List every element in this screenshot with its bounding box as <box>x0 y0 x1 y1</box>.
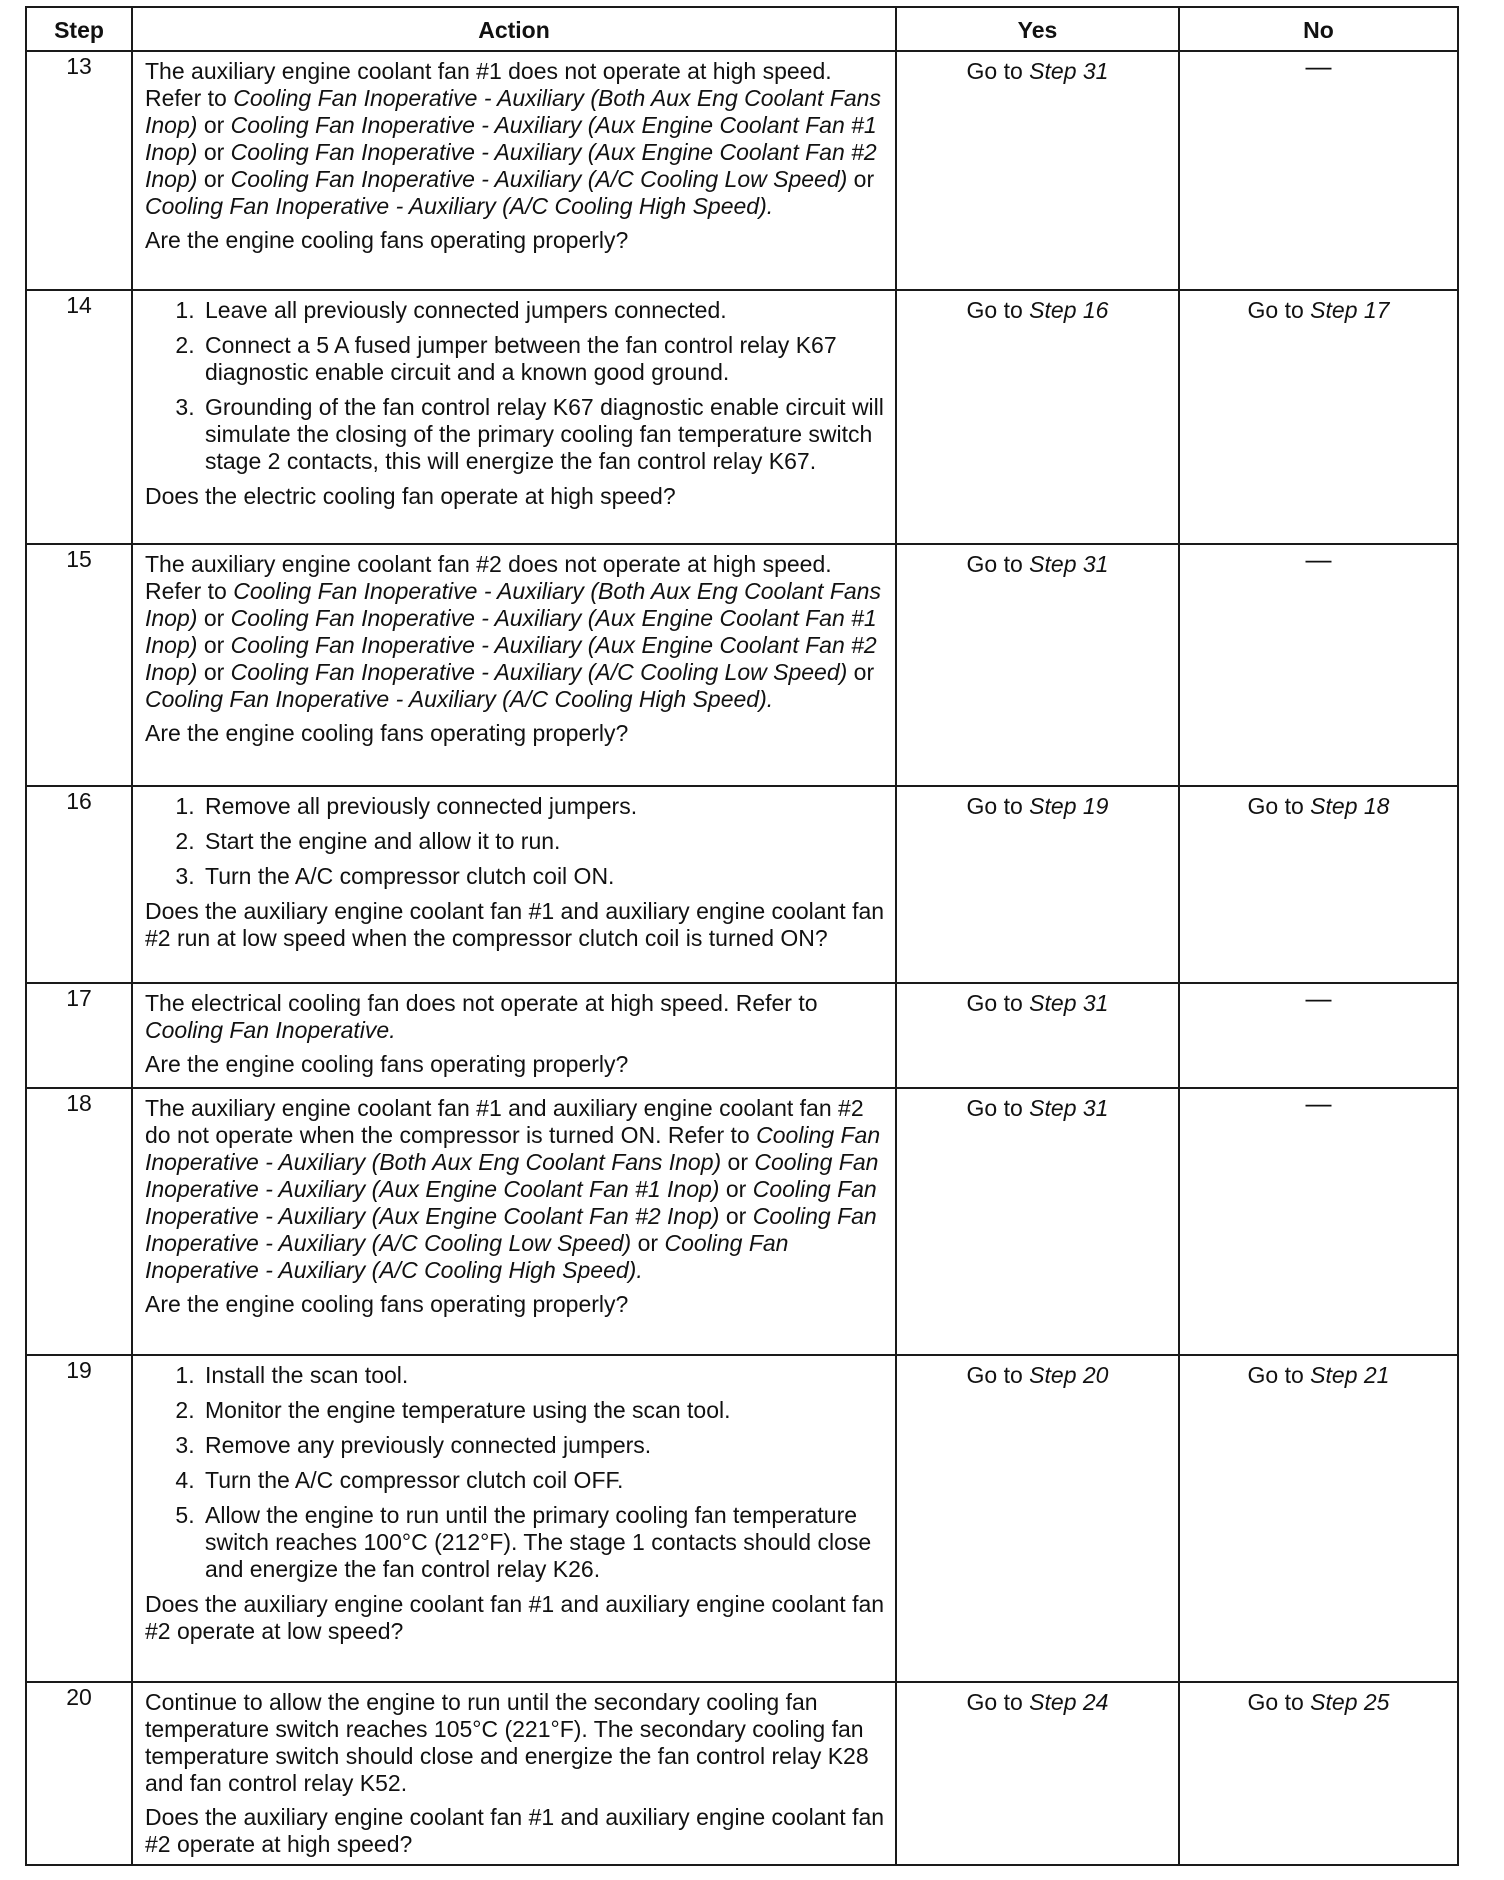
action-text: or <box>197 659 231 685</box>
action-text: or <box>631 1230 665 1256</box>
no-goto-text: Go to <box>1247 1362 1311 1388</box>
action-step-item: 2. Monitor the engine temperature using the scan tool. <box>201 1397 885 1424</box>
yes-goto-step-ref: Step 31 <box>1029 990 1109 1016</box>
action-paragraph <box>145 1689 885 1797</box>
step-number: 14 <box>26 290 132 544</box>
table-row <box>26 1088 1458 1355</box>
action-text: Continue to allow the engine to run until the secondary cooling fan temperature switch reaches 105°C (221°F). The secondary cooling fan temperature switch should close and energize the fan control relay K28 and fan control relay K52. <box>145 1689 869 1796</box>
action-text: The auxiliary engine coolant fan #1 and auxiliary engine coolant fan #2 do not operate when the compressor is turned ON. Refer to <box>145 1095 864 1148</box>
procedure-reference: Cooling Fan Inoperative - Auxiliary (Aux Engine Coolant Fan #1 Inop) <box>145 112 877 165</box>
yes-goto-text: Go to <box>966 1362 1030 1388</box>
action-text: or <box>197 139 231 165</box>
procedure-reference: Cooling Fan Inoperative - Auxiliary (A/C Cooling High Speed). <box>145 686 774 712</box>
action-text: or <box>847 659 875 685</box>
yes-goto-text: Go to <box>966 1095 1030 1121</box>
action-text: The electrical cooling fan does not operate at high speed. Refer to <box>145 990 818 1016</box>
action-question: Are the engine cooling fans operating properly? <box>145 1291 629 1317</box>
step-number: 17 <box>26 983 132 1088</box>
procedure-reference: Cooling Fan Inoperative - Auxiliary (Both Aux Eng Coolant Fans Inop) <box>145 1122 881 1175</box>
yes-goto-step-ref: Step 31 <box>1029 551 1109 577</box>
table-row <box>26 983 1458 1088</box>
header-action: Action <box>132 7 896 51</box>
action-paragraph <box>145 58 885 220</box>
yes-goto-text: Go to <box>966 297 1030 323</box>
action-cell <box>132 983 896 1088</box>
action-step-item: 1. Remove all previously connected jumpers. <box>201 793 885 820</box>
no-goto-text: Go to <box>1247 1689 1311 1715</box>
table-row <box>26 544 1458 786</box>
action-step-item: 2. Connect a 5 A fused jumper between the fan control relay K67 diagnostic enable circuit and a known good ground. <box>201 332 885 386</box>
yes-goto-step-ref: Step 16 <box>1029 297 1109 323</box>
no-cell-dash: — <box>1179 983 1458 1088</box>
diagnostic-table <box>25 6 1459 1866</box>
table-row <box>26 1355 1458 1682</box>
action-question: Are the engine cooling fans operating properly? <box>145 1051 629 1077</box>
action-step-item: 5. Allow the engine to run until the primary cooling fan temperature switch reaches 100°C (212°F). The stage 1 contacts should close and energize the fan control relay K26. <box>201 1502 885 1583</box>
yes-cell <box>896 983 1179 1088</box>
yes-goto-step-ref: Step 31 <box>1029 1095 1109 1121</box>
header-row <box>26 7 1458 51</box>
action-paragraph <box>145 551 885 713</box>
no-goto-step-ref: Step 21 <box>1310 1362 1390 1388</box>
yes-cell <box>896 1088 1179 1355</box>
yes-goto-text: Go to <box>966 990 1030 1016</box>
header-no: No <box>1179 7 1458 51</box>
no-cell <box>1179 1682 1458 1865</box>
step-number: 15 <box>26 544 132 786</box>
procedure-reference: Cooling Fan Inoperative - Auxiliary (A/C Cooling Low Speed) <box>145 1203 877 1256</box>
yes-goto-step-ref: Step 19 <box>1029 793 1109 819</box>
action-text: The auxiliary engine coolant fan #2 does not operate at high speed. Refer to <box>145 551 832 604</box>
action-steps-list <box>145 297 885 475</box>
action-step-item: 1. Leave all previously connected jumpers connected. <box>201 297 885 324</box>
procedure-reference: Cooling Fan Inoperative - Auxiliary (Both Aux Eng Coolant Fans Inop) <box>145 85 881 138</box>
action-step-item: 2. Start the engine and allow it to run. <box>201 828 885 855</box>
procedure-reference: Cooling Fan Inoperative - Auxiliary (Aux Engine Coolant Fan #2 Inop) <box>145 632 877 685</box>
yes-goto-step-ref: Step 31 <box>1029 58 1109 84</box>
action-question: Does the auxiliary engine coolant fan #1 and auxiliary engine coolant fan #2 operate at low speed? <box>145 1591 885 1644</box>
action-text: or <box>719 1203 753 1229</box>
procedure-reference: Cooling Fan Inoperative - Auxiliary (Aux Engine Coolant Fan #1 Inop) <box>145 1149 879 1202</box>
yes-goto-text: Go to <box>966 551 1030 577</box>
yes-cell <box>896 290 1179 544</box>
action-question: Does the auxiliary engine coolant fan #1 and auxiliary engine coolant fan #2 run at low speed when the compressor clutch coil is turned ON? <box>145 898 885 951</box>
yes-goto-text: Go to <box>966 793 1030 819</box>
action-step-item: 3. Grounding of the fan control relay K67 diagnostic enable circuit will simulate the closing of the primary cooling fan temperature switch stage 2 contacts, this will energize the fan control relay K67. <box>201 394 885 475</box>
yes-goto-step-ref: Step 24 <box>1029 1689 1109 1715</box>
no-goto-text: Go to <box>1247 793 1311 819</box>
table-body <box>26 51 1458 1865</box>
procedure-reference: Cooling Fan Inoperative - Auxiliary (Aux Engine Coolant Fan #1 Inop) <box>145 605 877 658</box>
step-number: 19 <box>26 1355 132 1682</box>
action-text: or <box>197 112 231 138</box>
action-cell <box>132 786 896 983</box>
step-number: 16 <box>26 786 132 983</box>
procedure-reference: Cooling Fan Inoperative - Auxiliary (Both Aux Eng Coolant Fans Inop) <box>145 578 881 631</box>
yes-goto-text: Go to <box>966 1689 1030 1715</box>
action-text: or <box>721 1149 755 1175</box>
no-goto-step-ref: Step 25 <box>1310 1689 1390 1715</box>
procedure-reference: Cooling Fan Inoperative - Auxiliary (A/C Cooling High Speed). <box>145 193 774 219</box>
no-goto-step-ref: Step 17 <box>1310 297 1390 323</box>
yes-cell <box>896 544 1179 786</box>
action-text: or <box>847 166 875 192</box>
action-steps-list <box>145 793 885 890</box>
header-yes: Yes <box>896 7 1179 51</box>
action-cell <box>132 544 896 786</box>
no-cell-dash: — <box>1179 51 1458 290</box>
action-question: Are the engine cooling fans operating properly? <box>145 227 629 253</box>
action-text: or <box>197 632 231 658</box>
action-text: or <box>197 605 231 631</box>
procedure-reference: Cooling Fan Inoperative - Auxiliary (A/C Cooling Low Speed) <box>230 166 848 192</box>
no-cell <box>1179 290 1458 544</box>
yes-cell <box>896 1682 1179 1865</box>
table-row <box>26 1682 1458 1865</box>
procedure-reference: Cooling Fan Inoperative - Auxiliary (Aux Engine Coolant Fan #2 Inop) <box>145 1176 877 1229</box>
action-text: The auxiliary engine coolant fan #1 does not operate at high speed. Refer to <box>145 58 832 111</box>
yes-cell <box>896 1355 1179 1682</box>
yes-cell <box>896 786 1179 983</box>
action-question: Does the auxiliary engine coolant fan #1 and auxiliary engine coolant fan #2 operate at high speed? <box>145 1804 885 1857</box>
table-row <box>26 786 1458 983</box>
action-step-item: 3. Turn the A/C compressor clutch coil ON. <box>201 863 885 890</box>
action-cell <box>132 1682 896 1865</box>
action-text: or <box>719 1176 753 1202</box>
no-goto-text: Go to <box>1247 297 1311 323</box>
no-cell <box>1179 786 1458 983</box>
no-goto-step-ref: Step 18 <box>1310 793 1390 819</box>
table-row <box>26 51 1458 290</box>
yes-goto-text: Go to <box>966 58 1030 84</box>
procedure-reference: Cooling Fan Inoperative - Auxiliary (A/C Cooling Low Speed) <box>230 659 848 685</box>
yes-goto-step-ref: Step 20 <box>1029 1362 1109 1388</box>
no-cell-dash: — <box>1179 544 1458 786</box>
action-cell <box>132 1088 896 1355</box>
table-row <box>26 290 1458 544</box>
header-step: Step <box>26 7 132 51</box>
procedure-reference: Cooling Fan Inoperative - Auxiliary (A/C Cooling High Speed). <box>145 1230 789 1283</box>
action-text: or <box>197 166 231 192</box>
action-steps-list <box>145 1362 885 1583</box>
action-cell <box>132 1355 896 1682</box>
action-cell <box>132 290 896 544</box>
procedure-reference: Cooling Fan Inoperative - Auxiliary (Aux Engine Coolant Fan #2 Inop) <box>145 139 877 192</box>
action-step-item: 3. Remove any previously connected jumpers. <box>201 1432 885 1459</box>
no-cell-dash: — <box>1179 1088 1458 1355</box>
action-paragraph <box>145 1095 885 1284</box>
action-step-item: 4. Turn the A/C compressor clutch coil OFF. <box>201 1467 885 1494</box>
step-number: 18 <box>26 1088 132 1355</box>
yes-cell <box>896 51 1179 290</box>
action-cell <box>132 51 896 290</box>
action-paragraph <box>145 990 885 1044</box>
procedure-reference: Cooling Fan Inoperative. <box>145 1017 396 1043</box>
action-step-item: 1. Install the scan tool. <box>201 1362 885 1389</box>
step-number: 13 <box>26 51 132 290</box>
action-question: Does the electric cooling fan operate at high speed? <box>145 483 676 509</box>
no-cell <box>1179 1355 1458 1682</box>
step-number: 20 <box>26 1682 132 1865</box>
action-question: Are the engine cooling fans operating properly? <box>145 720 629 746</box>
